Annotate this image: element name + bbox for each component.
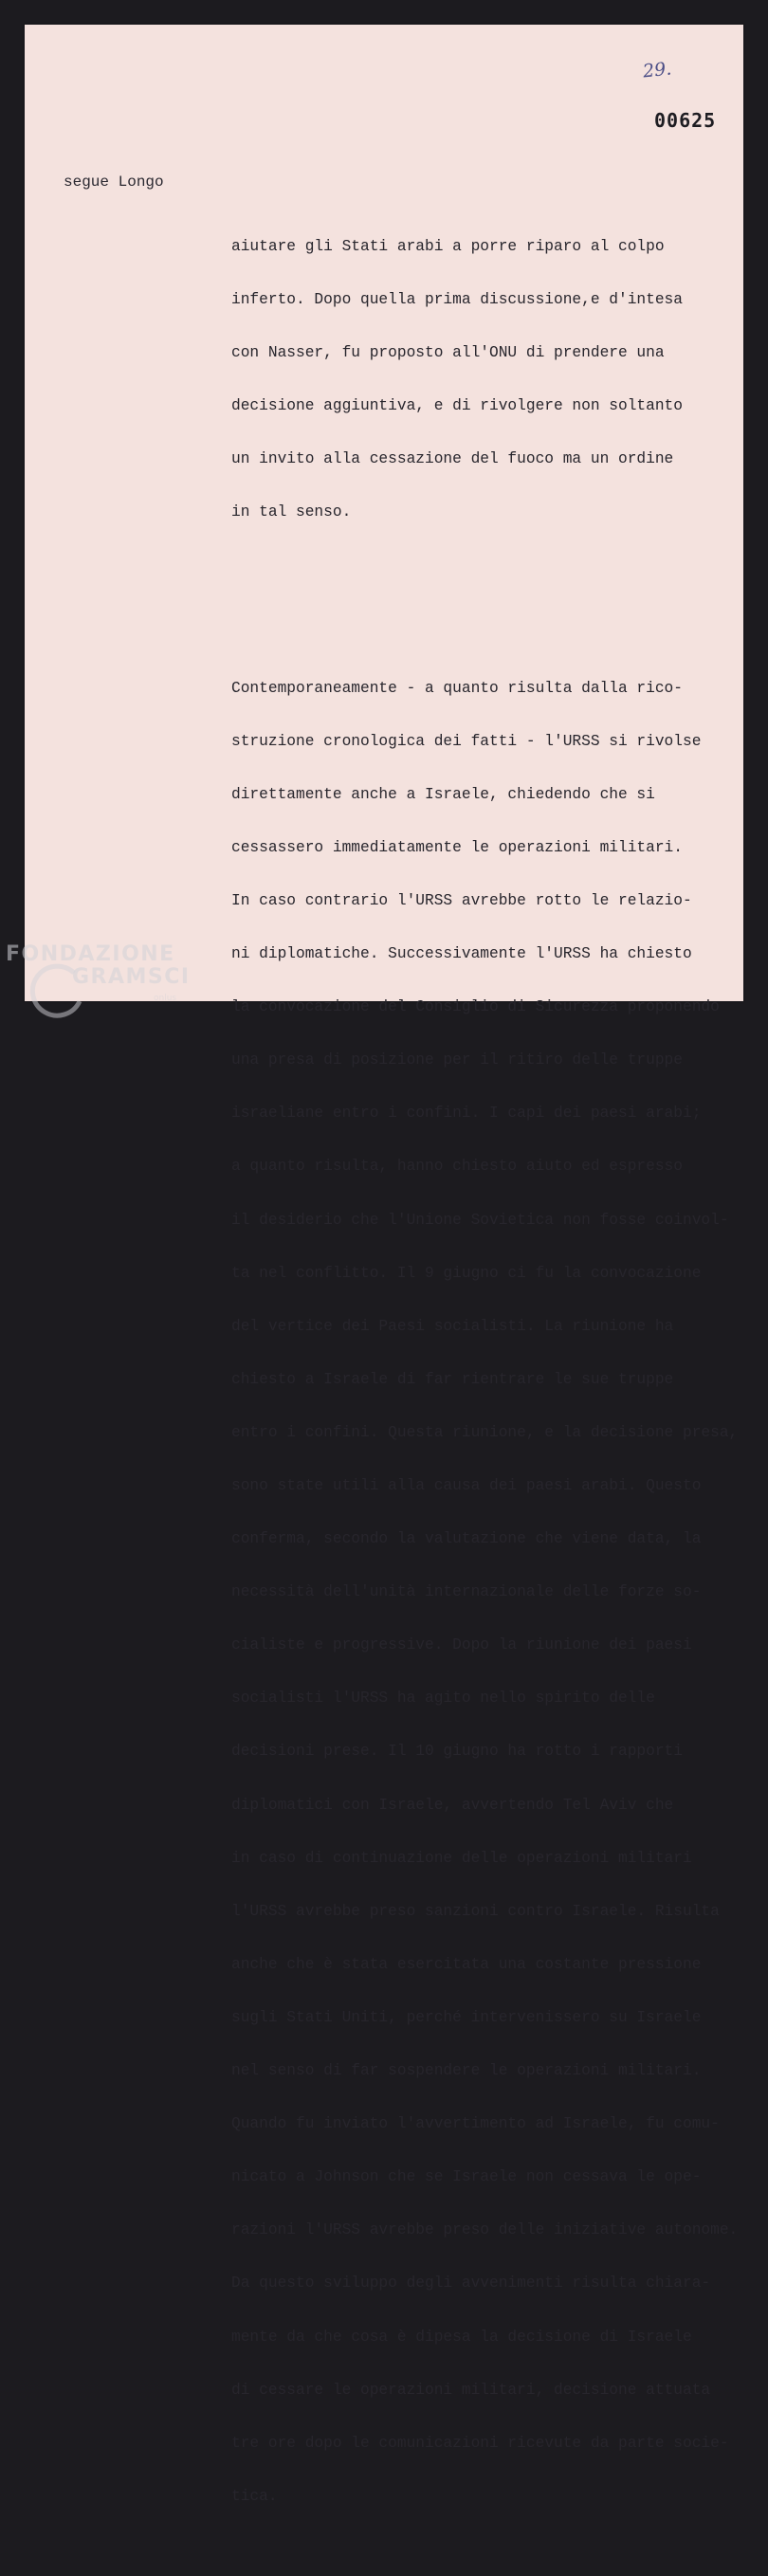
- text-line: direttamente anche a Israele, chiedendo che si: [231, 785, 655, 803]
- fondazione-gramsci-watermark: [4, 939, 203, 1024]
- text-line: inferto. Dopo quella prima discussione,e d'intesa: [231, 290, 683, 308]
- watermark-line-1: FONDAZIONE: [6, 942, 175, 966]
- text-line: ta nel conflitto. Il 9 giugno ci fu la convocazione: [231, 1264, 702, 1282]
- text-line: nicato a Johnson che se Israele non cessava le ope-: [231, 2168, 702, 2186]
- text-line: a quanto risulta, hanno chiesto aiuto ed espresso: [231, 1158, 683, 1176]
- text-line: socialisti l'URSS ha agito nello spirito delle: [231, 1690, 655, 1708]
- text-line: cialiste e progressive. Dopo la riunione dei paesi: [231, 1636, 692, 1654]
- handwritten-page-number: 29.: [641, 58, 673, 82]
- text-line: Da questo sviluppo degli avvenimenti risulta chiara-: [231, 2275, 711, 2293]
- paragraph-2: [231, 644, 739, 2541]
- body-text: [231, 167, 739, 2576]
- text-line: decisioni prese. Il 10 giugno ha rotto i rapporti: [231, 1743, 683, 1761]
- text-line: Quando fu inviato l'avvertimento ad Israele, fu comu-: [231, 2115, 720, 2133]
- text-line: tre ore dopo le comunicazioni ricevute da parte socie-: [231, 2434, 729, 2452]
- typed-page: [25, 25, 743, 2505]
- text-line: aiutare gli Stati arabi a porre riparo al colpo: [231, 237, 665, 255]
- text-line: cessassero immediatamente le operazioni militari.: [231, 838, 683, 856]
- text-line: in tal senso.: [231, 503, 352, 521]
- text-line: decisione aggiuntiva, e di rivolgere non soltanto: [231, 397, 683, 415]
- text-line: necessità dell'unità internazionale delle forze so-: [231, 1583, 702, 1601]
- paragraph-gap: [231, 593, 739, 609]
- text-line: con Nasser, fu proposto all'ONU di prendere una: [231, 344, 665, 361]
- text-line: israeliane entro i confini. I capi dei paesi arabi;: [231, 1105, 702, 1123]
- text-line: sono state utili alla causa dei paesi arabi. Questo: [231, 1477, 702, 1494]
- speaker-label: segue Longo: [64, 174, 164, 191]
- text-line: in caso di continuazione delle operazioni militari: [231, 1849, 692, 1867]
- text-line: conferma, secondo la valutazione che viene data, la: [231, 1530, 702, 1548]
- text-line: anche che è stata esercitata una costante pressione: [231, 1955, 702, 1973]
- paragraph-1: [231, 202, 739, 557]
- text-line: razioni l'URSS avrebbe preso delle iniziative autonome.: [231, 2221, 739, 2239]
- text-line: In caso contrario l'URSS avrebbe rotto le relazio-: [231, 891, 692, 909]
- text-line: Contemporaneamente - a quanto risulta dalla rico-: [231, 679, 683, 697]
- text-line: sugli Stati Uniti, perché intervenissero su Israele: [231, 2008, 702, 2026]
- text-line: ni diplomatiche. Successivamente l'URSS ha chiesto: [231, 945, 692, 963]
- stamped-number: 00625: [654, 109, 717, 132]
- text-line: il desiderio che l'Unione Sovietica non fosse coinvol-: [231, 1211, 729, 1229]
- watermark-small: onlus: [154, 994, 177, 1003]
- text-line: chiesto a Israele di far rientrare le sue truppe: [231, 1370, 674, 1388]
- text-line: del vertice dei Paesi socialisti. La riunione ha: [231, 1317, 674, 1335]
- text-line: l'URSS avrebbe preso sanzioni contro Israele. Risulta: [231, 1902, 720, 1920]
- text-line: di cessare le operazioni militari, decisione attuata: [231, 2381, 711, 2399]
- text-line: una presa di posizione per il ritiro delle truppe: [231, 1051, 683, 1069]
- text-line: entro i confini. Questa riunione, e la decisione presa,: [231, 1423, 739, 1441]
- text-line: mente da che cosa è dipesa la decisione di Israele: [231, 2328, 692, 2346]
- text-line: un invito alla cessazione del fuoco ma un ordine: [231, 450, 674, 468]
- watermark-line-2: GRAMSCI: [72, 965, 191, 989]
- text-line: struzione cronologica dei fatti - l'URSS si rivolse: [231, 732, 702, 750]
- text-line: nel senso di far sospendere le operazioni militari.: [231, 2062, 702, 2080]
- text-line: diplomatici con Israele, avvertendo Tel Aviv che: [231, 1796, 674, 1814]
- text-line: tica.: [231, 2487, 278, 2505]
- text-line: la convocazione del Consiglio di Sicurezza proponendo: [231, 998, 720, 1016]
